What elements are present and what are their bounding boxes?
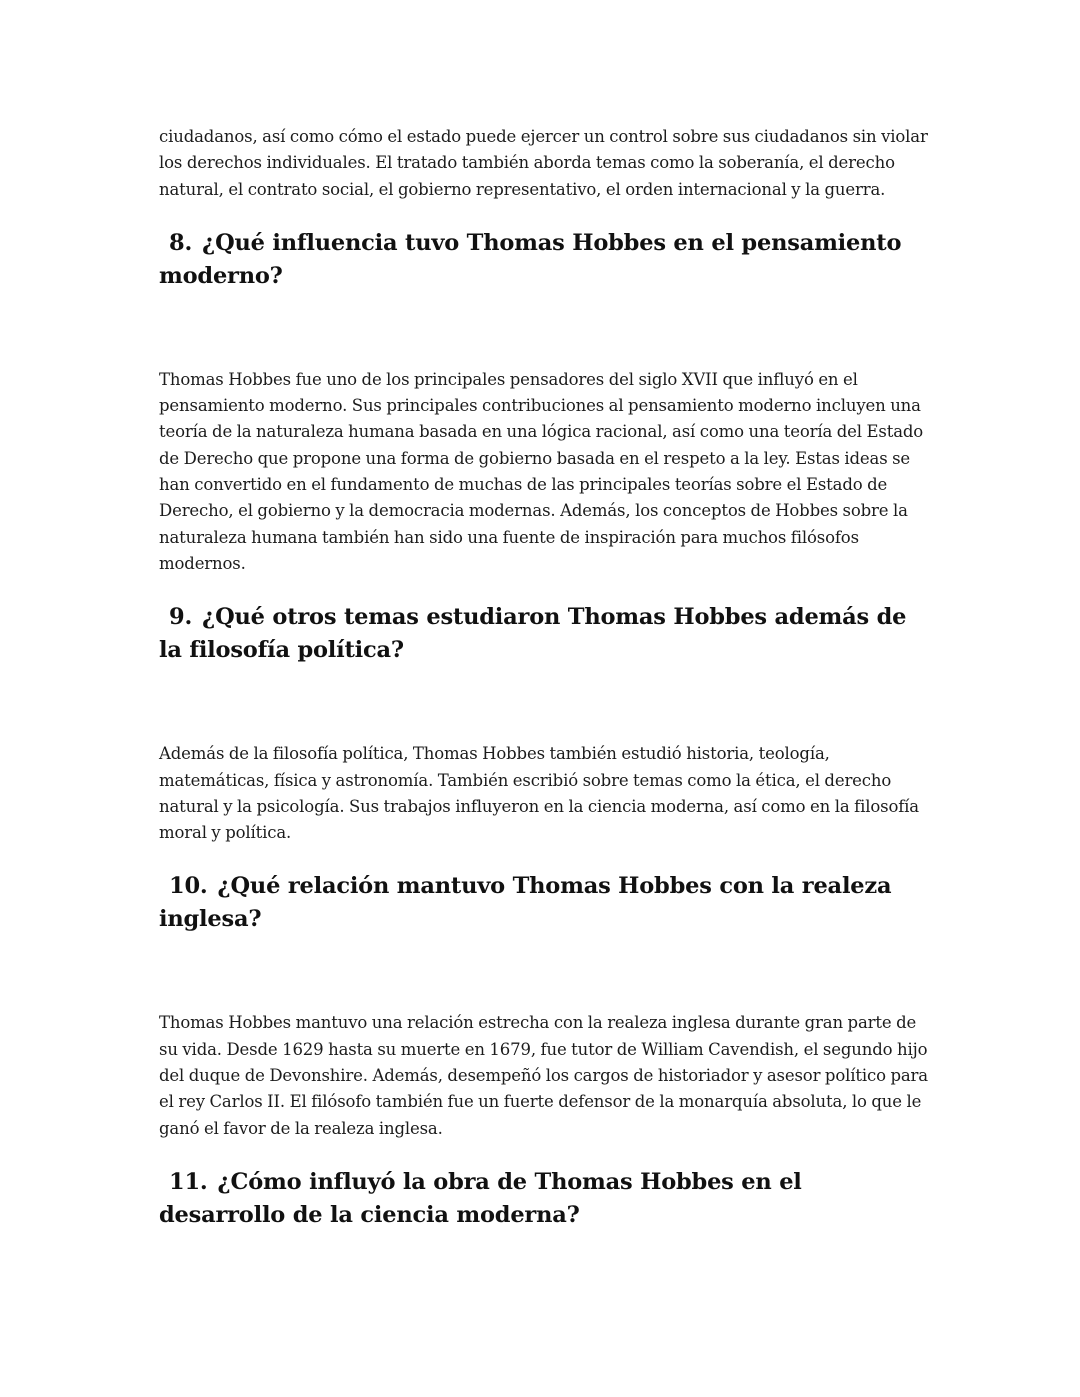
answer-paragraph-10: Thomas Hobbes mantuvo una relación estrecha con la realeza inglesa durante gran parte de su vida. Desde 1629 hasta su muerte en 1679, fue tutor de William Cavendish, el segundo hijo del duque de Devonshire. Además, desempeñó los cargos de historiador y asesor político para el rey Carlos II. El filósofo también fue un fuerte defensor de la monarquía absoluta, lo que le ganó el favor de la realeza inglesa. <box>159 1013 928 1138</box>
question-heading-9 <box>159 601 929 667</box>
question-number: 11. <box>169 1168 208 1195</box>
question-heading-10 <box>159 870 929 936</box>
question-heading-8 <box>159 227 929 293</box>
question-text: ¿Qué otros temas estudiaron Thomas Hobbes además de la filosofía política? <box>159 604 907 664</box>
question-text: ¿Cómo influyó la obra de Thomas Hobbes en el desarrollo de la ciencia moderna? <box>159 1168 802 1228</box>
question-heading-11 <box>159 1166 929 1232</box>
answer-paragraph-8: Thomas Hobbes fue uno de los principales pensadores del siglo XVII que influyó en el pensamiento moderno. Sus principales contribuciones al pensamiento moderno incluyen una teoría de la naturaleza humana basada en una lógica racional, así como una teoría del Estado de Derecho que propone una forma de gobierno basada en el respeto a la ley. Estas ideas se han convertido en el fundamento de muchas de las principales teorías sobre el Estado de Derecho, el gobierno y la democracia modernas. Además, los conceptos de Hobbes sobre la naturaleza humana también han sido una fuente de inspiración para muchos filósofos modernos. <box>159 369 924 573</box>
document-content <box>159 124 929 1232</box>
question-text: ¿Qué influencia tuvo Thomas Hobbes en el pensamiento moderno? <box>159 229 902 289</box>
question-number: 8. <box>169 229 193 256</box>
question-text: ¿Qué relación mantuvo Thomas Hobbes con la realeza inglesa? <box>159 873 892 933</box>
question-number: 9. <box>169 604 193 631</box>
intro-paragraph: ciudadanos, así como cómo el estado puede ejercer un control sobre sus ciudadanos sin violar los derechos individuales. El tratado también aborda temas como la soberanía, el derecho natural, el contrato social, el gobierno representativo, el orden internacional y la guerra. <box>159 127 928 199</box>
question-number: 10. <box>169 873 208 900</box>
answer-paragraph-9: Además de la filosofía política, Thomas Hobbes también estudió historia, teología, matemáticas, física y astronomía. También escribió sobre temas como la ética, el derecho natural y la psicología. Sus trabajos influyeron en la ciencia moderna, así como en la filosofía moral y política. <box>159 744 919 843</box>
